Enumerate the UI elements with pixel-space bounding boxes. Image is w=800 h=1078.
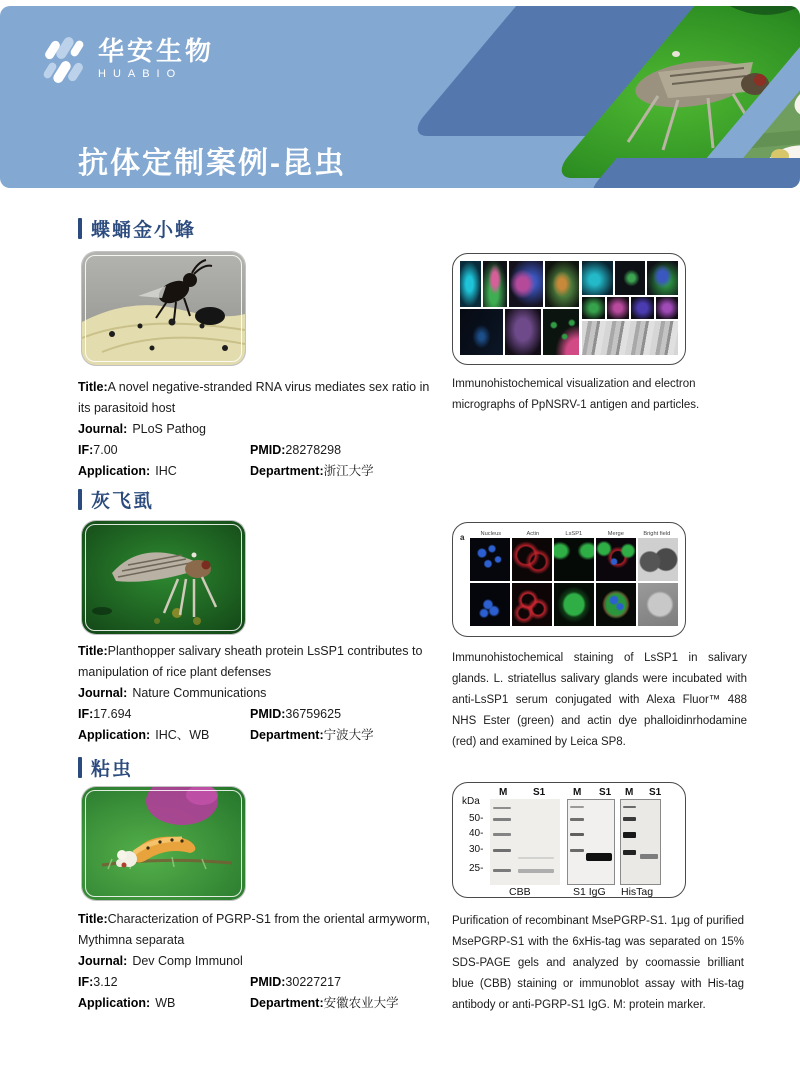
page-title: 抗体定制案例-昆虫	[78, 147, 346, 180]
meta-row-1: IF:7.00 PMID:28278298	[78, 443, 342, 457]
journal-line: Journal: PLoS Pathog	[78, 422, 206, 436]
paper-title: Title:Characterization of PGRP-S1 from the oriental armyworm, Mythimna separata	[78, 912, 430, 947]
cbb-gel-strip	[490, 799, 560, 885]
huabio-logo	[46, 36, 214, 84]
planthopper-photo	[82, 521, 245, 634]
paper-title: Title:Planthopper salivary sheath protein LsSP1 contributes to manipulation of rice plant defenses	[78, 644, 423, 679]
section1-info	[78, 377, 436, 482]
panel-label: a	[460, 533, 465, 542]
meta-row-1: IF:3.12 PMID:30227217	[78, 975, 342, 989]
if-staining-panel	[452, 522, 686, 637]
journal-line: Journal: Nature Communications	[78, 686, 267, 700]
meta-row-2: Application: WB Department:安徽农业大学	[78, 996, 399, 1010]
section1-heading: 蝶蛹金小蜂	[78, 216, 196, 240]
header-banner	[0, 6, 800, 188]
caterpillar-illustration	[82, 787, 245, 900]
banner-bottom-band-shape	[583, 158, 800, 188]
meta-row-2: Application: IHC Department:浙江大学	[78, 464, 374, 478]
paper-title: Title:A novel negative-stranded RNA virus mediates sex ratio in its parasitoid host	[78, 380, 430, 415]
section2-caption: Immunohistochemical staining of LsSP1 in salivary glands. L. striatellus salivary glands were incubated with anti-LsSP1 serum conjugated with Alexa Fluor™ 488 NHS Ester (green) and actin dye phalloidinrhodamine (red) and examined by Leica SP8.	[452, 652, 747, 748]
section2-info	[78, 641, 436, 746]
if-image-grid	[470, 538, 678, 626]
section2-heading: 灰飞虱	[78, 487, 154, 511]
planthopper-illustration	[82, 521, 245, 634]
kda-label: kDa	[462, 796, 480, 807]
ihc-montage-panel	[452, 253, 686, 365]
histag-gel-strip	[620, 799, 661, 885]
panel-column-headers: Nucleus Actin LsSP1 Merge Bright field	[480, 531, 671, 537]
wasp-pupa-photo	[82, 252, 245, 365]
wasp-illustration	[82, 252, 245, 365]
section3-caption: Purification of recombinant MsePGRP-S1. 1μg of purified MsePGRP-S1 with the 6xHis-tag was separated on 15% SDS-PAGE gels and analyzed by coomassie brilliant blue (CBB) staining or immunoblot assay with His-tag antibody or anti-PGRP-S1 IgG. M: protein marker.	[452, 915, 744, 1011]
brand-name-en: HUABIO	[98, 68, 183, 80]
heading-accent-bar	[78, 757, 82, 778]
section3-heading: 粘虫	[78, 755, 133, 779]
huabio-logo-icon	[46, 36, 92, 84]
heading-accent-bar	[78, 218, 82, 239]
section3-info	[78, 909, 436, 1014]
meta-row-1: IF:17.694 PMID:36759625	[78, 707, 342, 721]
section1-caption: Immunohistochemical visualization and electron micrographs of PpNSRV-1 antigen and particles.	[452, 378, 700, 411]
meta-row-2: Application: IHC、WB Department:宁波大学	[78, 728, 374, 742]
brand-name-cn: 华安生物	[98, 36, 215, 66]
journal-line: Journal: Dev Comp Immunol	[78, 954, 243, 968]
s1igg-gel-strip	[567, 799, 615, 885]
heading-accent-bar	[78, 489, 82, 510]
armyworm-photo	[82, 787, 245, 900]
western-blot-panel: M S1 M S1 M S1 kDa 50- 40- 30- 25- CBB S1 IgG HisTag	[452, 782, 686, 898]
